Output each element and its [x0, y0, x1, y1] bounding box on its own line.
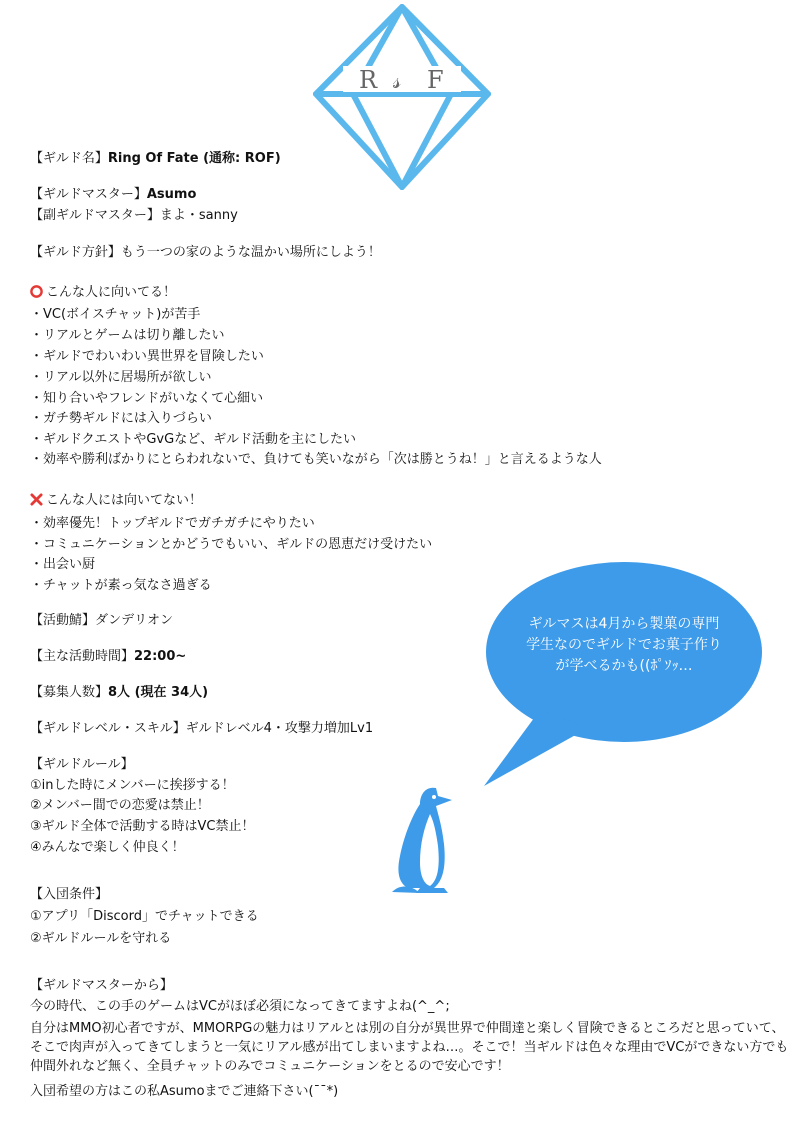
policy-value: もう一つの家のような温かい場所にしよう！	[120, 245, 381, 260]
message-last: 入団希望の方はこの私Asumoまでご連絡下さい(¯¯*)	[30, 1084, 339, 1099]
sub-master-value: まよ・sanny	[159, 208, 238, 223]
suited-item: ・ガチ勢ギルドには入りづらい	[30, 411, 212, 426]
rof-logo	[313, 4, 491, 190]
unsuited-heading	[30, 492, 202, 510]
rule-item: ①inした時にメンバーに挨拶する！	[30, 778, 235, 793]
bubble-line: ギルマスは4月から製菓の専門	[528, 616, 720, 632]
message-paragraph: 自分はMMO初心者ですが、MMORPGの魅力はリアルとは別の自分が異世界で仲間達と楽しく冒険できるところだと思っていて、そこで肉声が入ってきてしまうと一気にリアル感が出てしまいますよね…。そこで！当ギルドは色々な理由でVCができない方でも仲間外れなど無く、全員チャットのみでコミュニケーションをとるので安心です！	[30, 1021, 789, 1074]
logo-letter-r: R	[359, 66, 378, 94]
server-value: ダンデリオン	[95, 613, 174, 628]
bubble-line: が学べるかも((ﾎﾟｿｯ…	[555, 658, 693, 674]
condition-item: ②ギルドルールを守れる	[30, 931, 172, 946]
sub-master-line	[30, 207, 238, 225]
rule-item: ②メンバー間での恋愛は禁止！	[30, 798, 210, 813]
guild-name-label: 【ギルド名】	[30, 151, 108, 166]
bubble-line: 学生なのでギルドでお菓子作り	[526, 637, 722, 653]
bubble-text	[495, 614, 753, 677]
suited-heading-text: こんな人に向いてる！	[46, 285, 177, 300]
recruit-value: 8人 (現在 34人)	[108, 685, 209, 700]
level-label: 【ギルドレベル・スキル】	[30, 721, 186, 736]
suited-item: ・知り合いやフレンドがいなくて心細い	[30, 391, 264, 406]
guild-name-value: Ring Of Fate (通称: ROF)	[107, 151, 281, 166]
suited-item: ・リアルとゲームは切り離したい	[30, 328, 225, 343]
suited-item: ・VC(ボイスチャット)が苦手	[30, 307, 201, 322]
sub-master-label: 【副ギルドマスター】	[30, 208, 160, 223]
master-label: 【ギルドマスター】	[30, 187, 147, 202]
unsuited-item: ・コミュニケーションとかどうでもいい、ギルドの恩恵だけ受けたい	[30, 537, 433, 552]
conditions-heading: 【入団条件】	[30, 887, 109, 902]
condition-item: ①アプリ「Discord」でチャットできる	[30, 909, 259, 924]
suited-item: ・ギルドクエストやGvGなど、ギルド活動を主にしたい	[30, 432, 357, 447]
cross-icon	[30, 493, 43, 506]
unsuited-item: ・効率優先！トップギルドでガチガチにやりたい	[30, 516, 315, 531]
policy-line	[30, 244, 381, 262]
unsuited-heading-text: こんな人には向いてない！	[46, 493, 203, 508]
message-heading: 【ギルドマスターから】	[30, 978, 173, 993]
recruit-line	[30, 684, 208, 702]
master-line	[30, 186, 196, 204]
policy-label: 【ギルド方針】	[30, 245, 121, 260]
suited-item: ・リアル以外に居場所が欲しい	[30, 370, 212, 385]
unsuited-item: ・チャットが素っ気なさ過ぎる	[30, 578, 212, 593]
unsuited-item: ・出会い厨	[30, 557, 96, 572]
speech-bubble	[470, 560, 790, 800]
logo-letter-f: F	[427, 66, 444, 94]
rule-item: ④みんなで楽しく仲良く！	[30, 840, 185, 855]
suited-heading	[30, 284, 176, 302]
suited-item: ・ギルドでわいわい異世界を冒険したい	[30, 349, 264, 364]
time-label: 【主な活動時間】	[30, 649, 135, 664]
time-value: 22:00~	[134, 649, 187, 664]
server-label: 【活動鯖】	[30, 613, 96, 628]
server-line	[30, 612, 173, 630]
master-value: Asumo	[146, 187, 197, 202]
guild-name-line	[30, 150, 281, 168]
penguin-icon	[386, 780, 466, 895]
rule-item: ③ギルド全体で活動する時はVC禁止！	[30, 819, 255, 834]
time-line	[30, 648, 186, 666]
level-line	[30, 720, 373, 738]
circle-icon	[30, 285, 43, 298]
message-line1: 今の時代、この手のゲームはVCがほぼ必須になってきてますよね(^_^;	[30, 999, 450, 1014]
suited-item: ・効率や勝利ばかりにとらわれないで、負けても笑いながら「次は勝とうね！」と言えるような人	[30, 452, 602, 467]
level-value: ギルドレベル4・攻撃力増加Lv1	[185, 721, 374, 736]
rules-heading: 【ギルドルール】	[30, 757, 134, 772]
recruit-label: 【募集人数】	[30, 685, 109, 700]
logo-ring: 𝓈	[393, 69, 402, 94]
